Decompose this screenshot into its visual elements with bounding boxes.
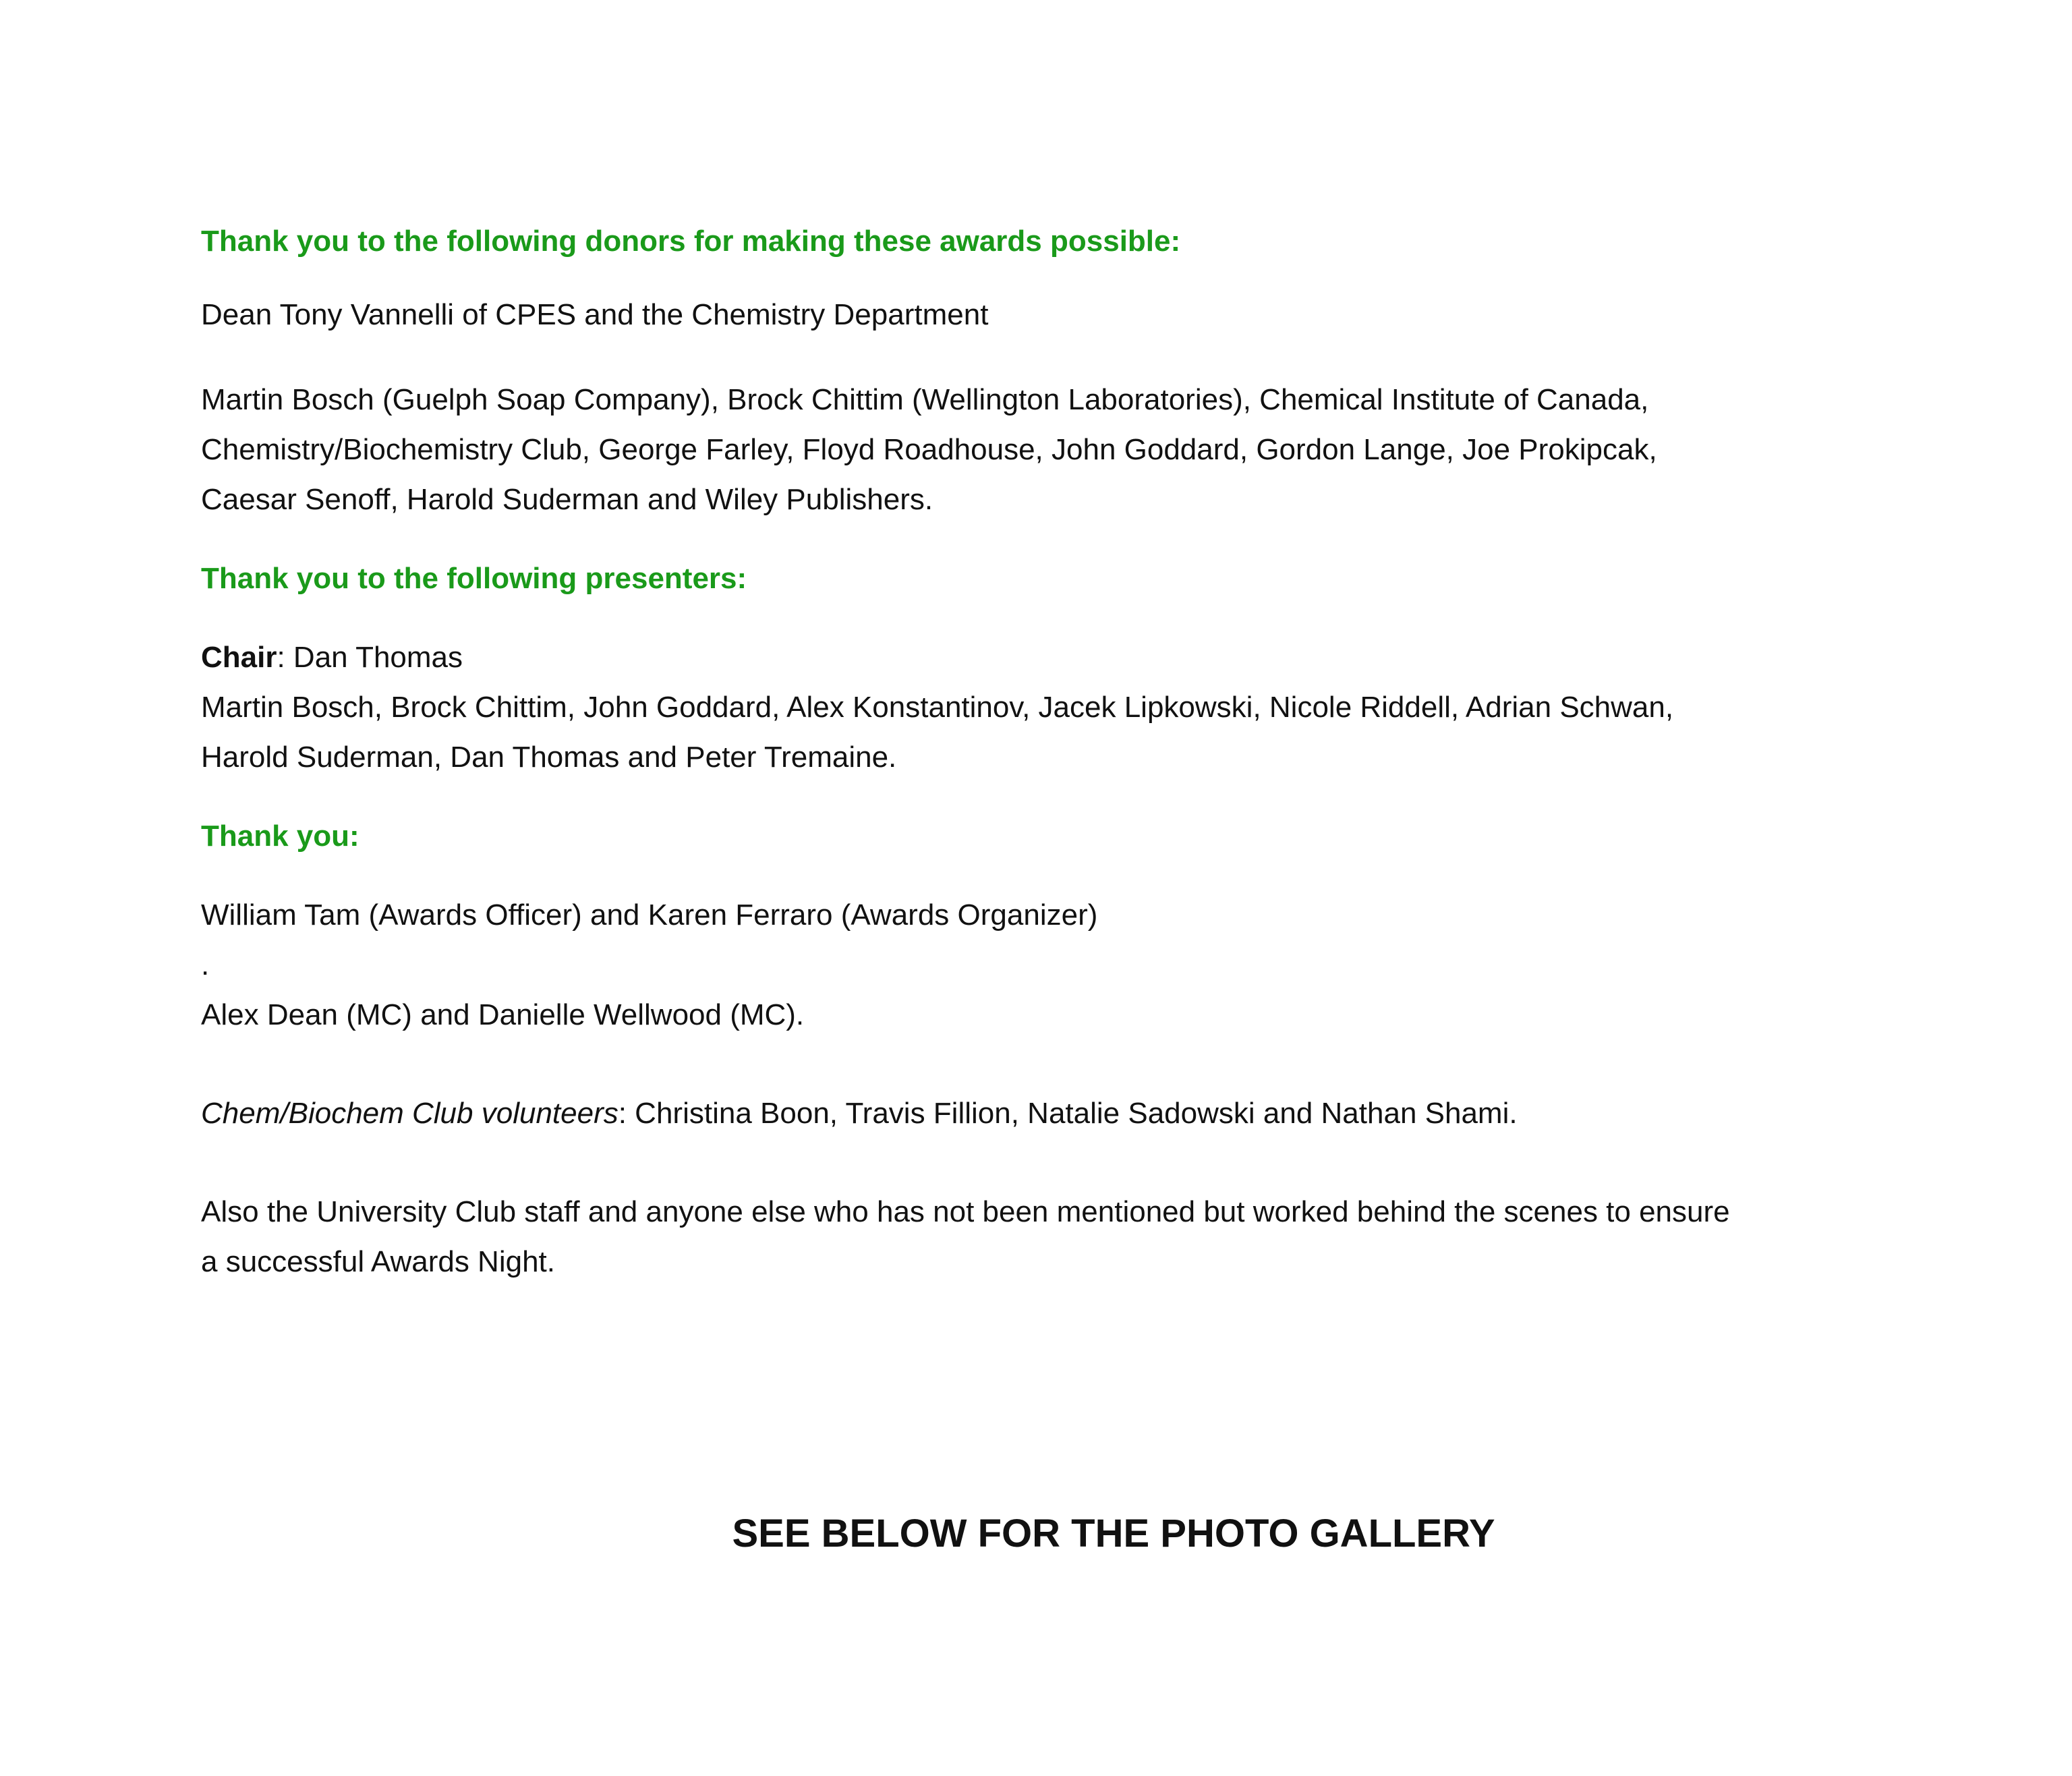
awards-staff-line: William Tam (Awards Officer) and Karen Ferraro (Awards Organizer)	[201, 898, 1098, 932]
presenters-list-line: Martin Bosch, Brock Chittim, John Goddard, Alex Konstantinov, Jacek Lipkowski, Nicole Riddell, Adrian Schwan,	[201, 691, 1674, 724]
also-thanks-line: Also the University Club staff and anyone else who has not been mentioned but worked behind the scenes to ensure	[201, 1195, 1730, 1228]
dot-line: .	[201, 948, 210, 981]
thanks-heading: Thank you:	[201, 820, 359, 853]
volunteers-label: Chem/Biochem Club volunteers	[201, 1097, 618, 1130]
dean-line: Dean Tony Vannelli of CPES and the Chemistry Department	[201, 298, 989, 331]
also-thanks	[201, 1187, 1928, 1287]
presenters-heading: Thank you to the following presenters:	[201, 562, 747, 595]
also-thanks-line: a successful Awards Night.	[201, 1245, 555, 1278]
mc-line: Alex Dean (MC) and Danielle Wellwood (MC).	[201, 998, 805, 1031]
donors-list-line: Chemistry/Biochemistry Club, George Farley, Floyd Roadhouse, John Goddard, Gordon Lange, Joe Prokipcak,	[201, 433, 1657, 466]
donors-heading: Thank you to the following donors for making these awards possible:	[201, 225, 1181, 258]
donors-list-line: Martin Bosch (Guelph Soap Company), Brock Chittim (Wellington Laboratories), Chemical Institute of Canada,	[201, 383, 1649, 416]
content	[201, 223, 1928, 1287]
donors-list	[201, 375, 1928, 525]
presenters-list-line: Harold Suderman, Dan Thomas and Peter Tremaine.	[201, 741, 897, 774]
photo-gallery-notice: SEE BELOW FOR THE PHOTO GALLERY	[732, 1512, 1495, 1555]
donors-list-line: Caesar Senoff, Harold Suderman and Wiley Publishers.	[201, 483, 933, 516]
presenters-list	[201, 683, 1928, 782]
chair-label: Chair	[201, 641, 277, 674]
volunteers-names: : Christina Boon, Travis Fillion, Natalie Sadowski and Nathan Shami.	[618, 1097, 1518, 1130]
chair-name: : Dan Thomas	[277, 641, 463, 674]
volunteers-line	[201, 1089, 1928, 1139]
chair-line	[201, 633, 1928, 683]
